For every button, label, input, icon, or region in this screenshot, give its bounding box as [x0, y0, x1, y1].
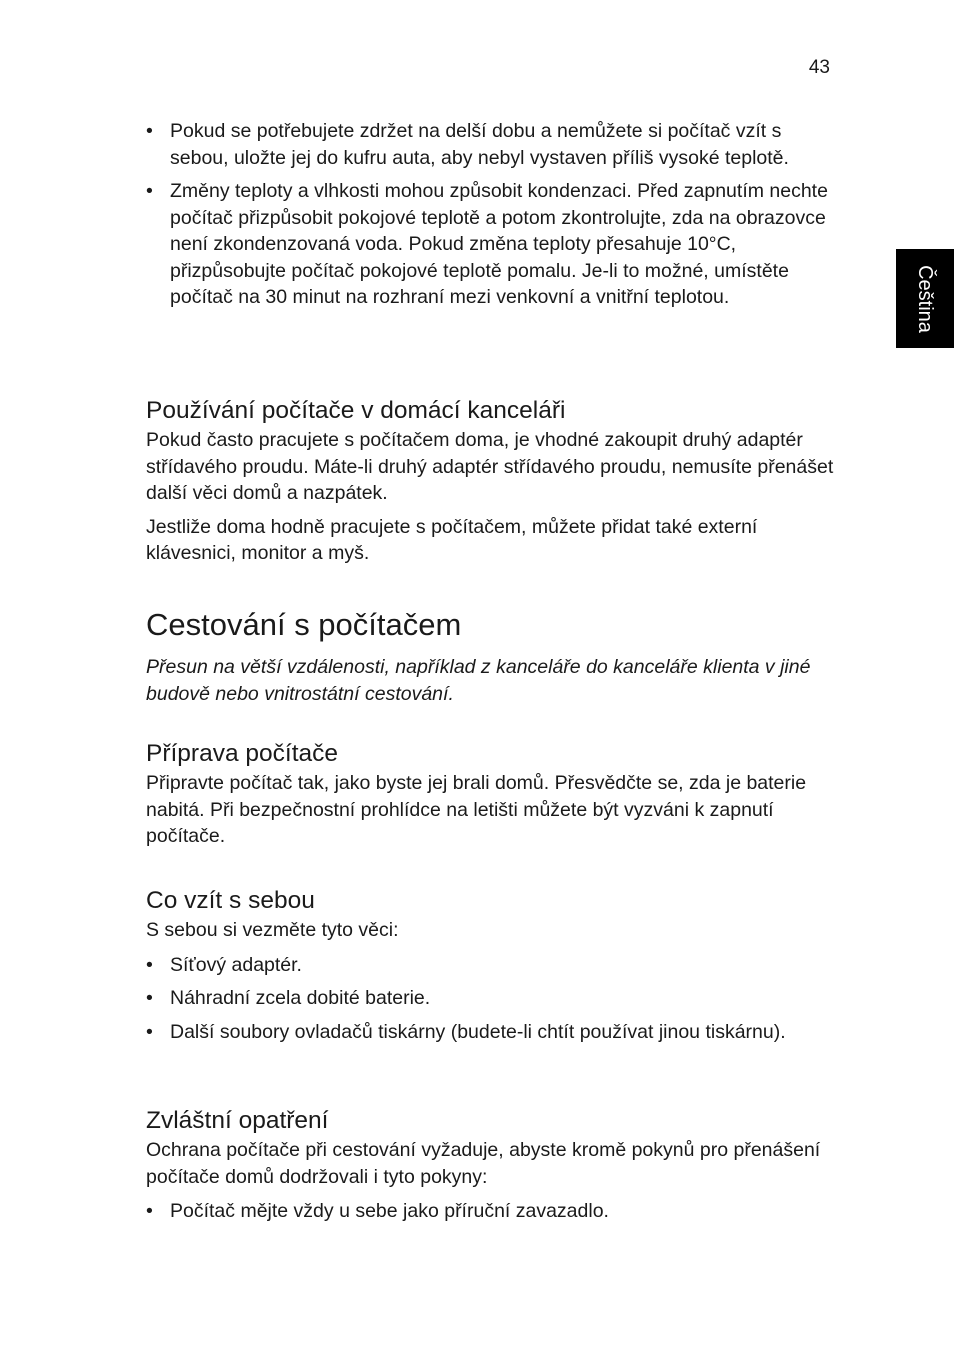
list-item-text: Pokud se potřebujete zdržet na delší dobu a nemůžete si počítač vzít s sebou, uložte jej do kufru auta, aby nebyl vystaven příliš vysoké teplotě.	[170, 120, 789, 169]
list-item-text: Náhradní zcela dobité baterie.	[170, 987, 431, 1009]
home-office-section	[146, 396, 836, 567]
paragraph: S sebou si vezměte tyto věci:	[146, 919, 399, 941]
bullet-icon: •	[146, 1020, 153, 1043]
list-item-text: Síťový adaptér.	[170, 953, 302, 976]
special-list	[146, 1198, 836, 1225]
travel-section	[146, 606, 836, 707]
section-heading: Používání počítače v domácí kanceláři	[146, 397, 566, 424]
take-along-list	[146, 952, 836, 1046]
list-item	[146, 1019, 836, 1046]
paragraph: Jestliže doma hodně pracujete s počítačem, můžete přidat také externí klávesnici, monitor a myš.	[146, 515, 758, 564]
list-item	[146, 952, 836, 979]
list-item	[146, 178, 836, 311]
list-item-text: Změny teploty a vlhkosti mohou způsobit kondenzaci. Před zapnutím nechte počítač přizpůsobit pokojové teplotě a potom zkontrolujte, zda na obrazovce není zkondenzovaná voda. Pokud změna teploty přesahuje 10°C, přizpůsobujte počítač pokojové teplotě pomalu. Je-li to možné, umístěte počítač na 30 minut na rozhraní mezi venkovní a vnitřní teplotou.	[170, 180, 828, 308]
bullet-icon: •	[146, 180, 153, 202]
list-item-text: Další soubory ovladačů tiskárny (budete-li chtít používat jinou tiskárnu).	[170, 1020, 786, 1043]
list-item-text: Počítač mějte vždy u sebe jako příruční zavazadlo.	[170, 1200, 609, 1222]
paragraph: Připravte počítač tak, jako byste jej brali domů. Přesvědčte se, zda je baterie nabitá. Při bezpečnostní prohlídce na letišti můžete být vyzváni k zapnutí počítače.	[146, 772, 807, 847]
chapter-heading: Cestování s počítačem	[146, 607, 462, 642]
lead-paragraph: Přesun na větší vzdálenosti, například z kanceláře do kanceláře klienta v jiné budově nebo vnitrostátní cestování.	[146, 656, 811, 705]
section-heading: Zvláštní opatření	[146, 1107, 329, 1134]
language-tab-label: Čeština	[914, 264, 936, 333]
intro-bullet-list	[146, 118, 836, 311]
list-item	[146, 1198, 836, 1225]
section-heading: Co vzít s sebou	[146, 887, 315, 914]
bullet-icon: •	[146, 953, 153, 976]
prepare-section	[146, 739, 836, 850]
bullet-icon: •	[146, 1200, 153, 1222]
list-item	[146, 118, 836, 171]
special-section	[146, 1106, 836, 1225]
page-number: 43	[808, 57, 830, 78]
take-along-section	[146, 886, 836, 1045]
language-tab	[896, 249, 954, 348]
paragraph: Ochrana počítače při cestování vyžaduje, abyste kromě pokynů pro přenášení počítače domů dodržovali i tyto pokyny:	[146, 1139, 821, 1188]
paragraph: Pokud často pracujete s počítačem doma, je vhodné zakoupit druhý adaptér střídavého proudu. Máte-li druhý adaptér střídavého proudu, nemusíte přenášet další věci domů a nazpátek.	[146, 429, 834, 504]
bullet-icon: •	[146, 120, 153, 142]
list-item	[146, 985, 836, 1012]
bullet-icon: •	[146, 987, 153, 1009]
section-heading: Příprava počítače	[146, 740, 339, 767]
